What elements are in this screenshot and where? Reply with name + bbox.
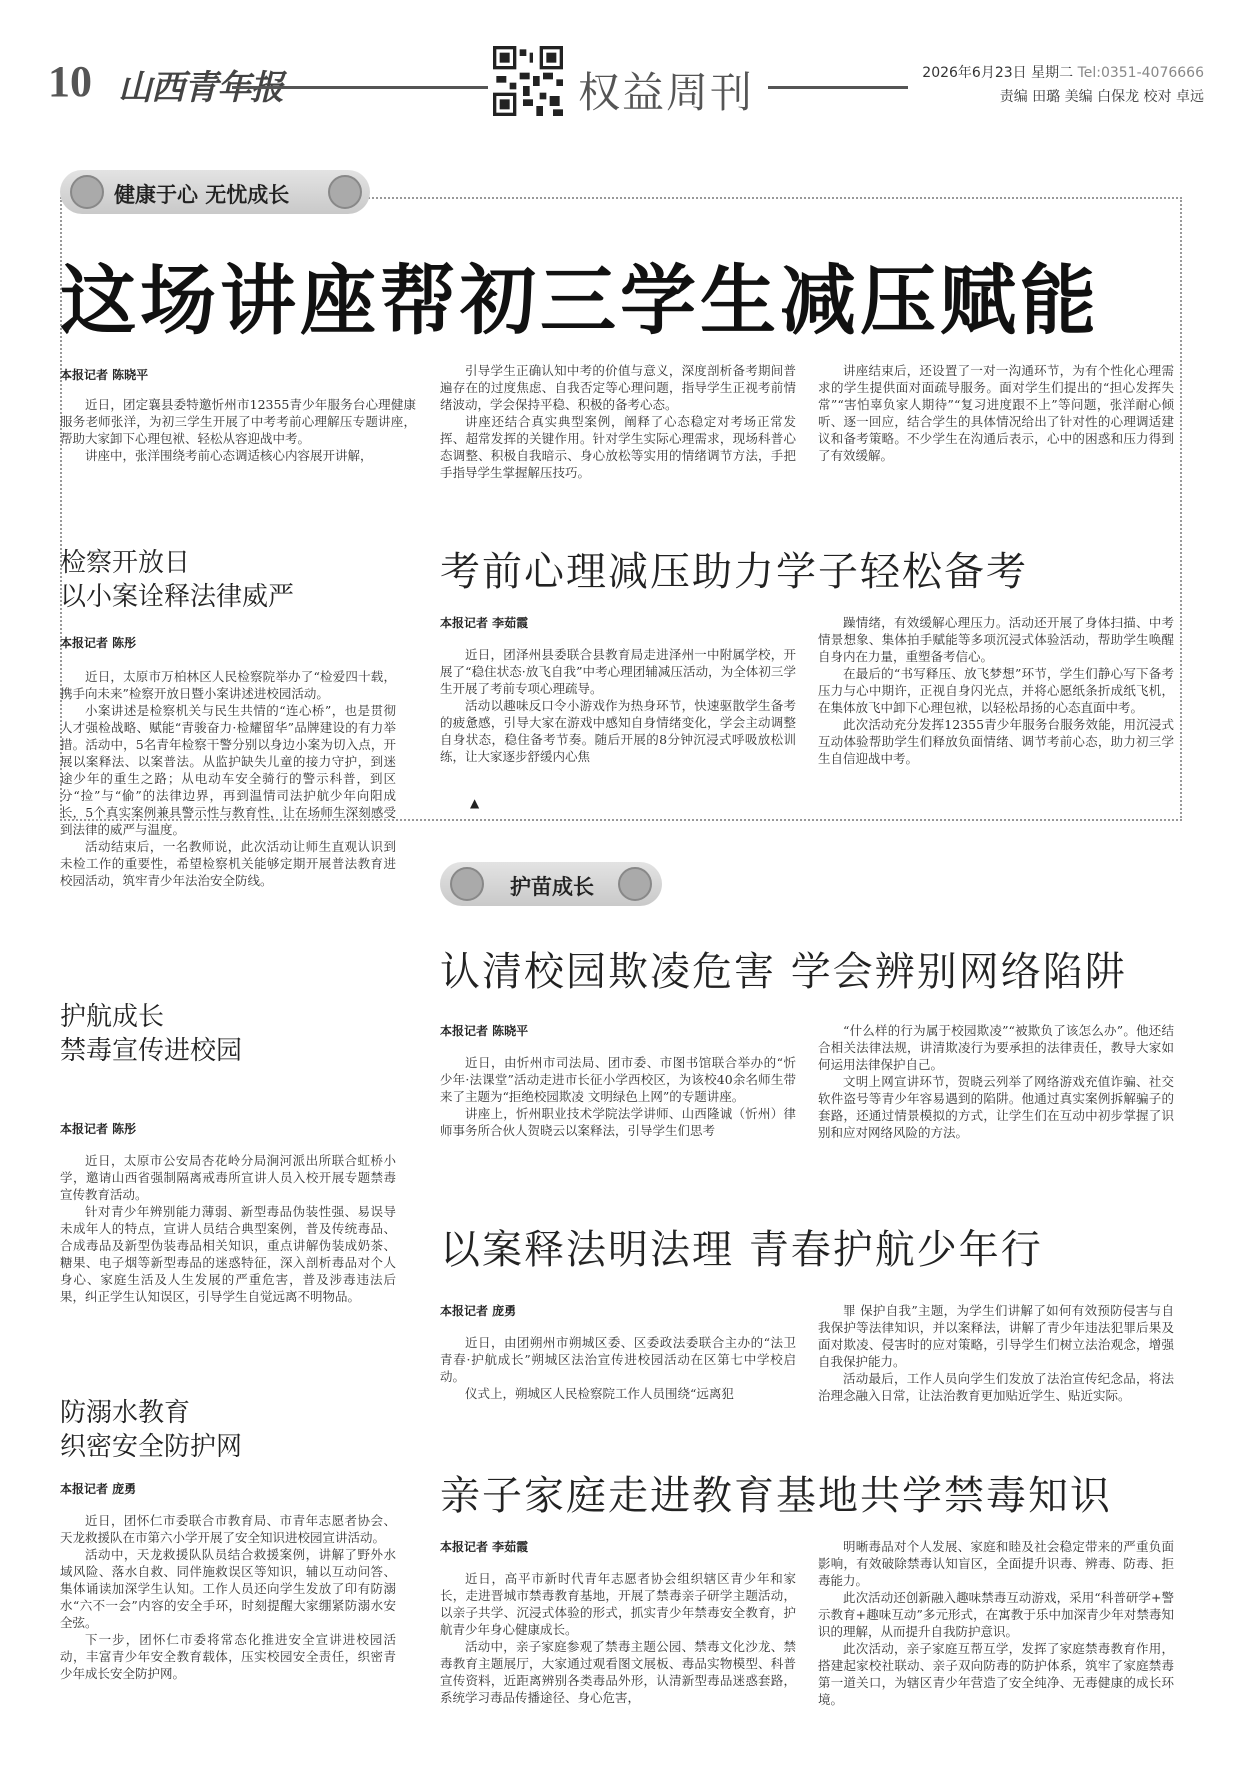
banner-label: 健康于心 无忧成长 xyxy=(114,183,290,207)
headline-line: 禁毒宣传进校园 xyxy=(60,1036,243,1066)
mascot-icon xyxy=(618,867,652,901)
paragraph: 近日，由团朔州市朔城区委、区委政法委联合主办的“法卫青春·护航成长”朔城区法治宣传进校园活动在区第七中学校启动。 xyxy=(440,1335,796,1384)
family-headline: 亲子家庭走进教育基地共学禁毒知识 xyxy=(440,1473,1112,1519)
law-case-byline: 本报记者 庞勇 xyxy=(440,1304,517,1318)
paragraph: 此次活动，亲子家庭互帮互学，发挥了家庭禁毒教育作用，搭建起家校社联动、亲子双向防毒的防护体系，筑牢了家庭禁毒第一道关口，为辖区青少年营造了安全纯净、无毒健康的成长环境。 xyxy=(818,1641,1174,1707)
paragraph: 讲座中，张洋围绕考前心态调适核心内容展开讲解， xyxy=(85,448,373,463)
procuratorate-body xyxy=(60,668,396,960)
qr-code-icon xyxy=(493,46,563,116)
paragraph: 近日，由忻州市司法局、团市委、市图书馆联合举办的“忻少年·法课堂”活动走进市长征小学西校区，为该校40余名师生带来了主题为“拒绝校园欺凌 文明绿色上网”的专题讲座。 xyxy=(440,1055,796,1104)
exam-headline: 考前心理减压助力学子轻松备考 xyxy=(440,549,1028,595)
mascot-icon xyxy=(70,175,104,209)
paragraph: 针对青少年辨别能力薄弱、新型毒品伪装性强、易误导未成年人的特点，宣讲人员结合典型案例，普及传统毒品、合成毒品及新型伪装毒品相关知识，重点讲解伪装成奶茶、糖果、电子烟等新型毒品的迷惑特征，深入剖析毒品对个人身心、家庭生活及人生发展的严重危害，普及涉毒违法后果，纠正学生认知误区，引导学生自觉远离不明物品。 xyxy=(60,1204,396,1304)
procuratorate-headline xyxy=(60,546,294,614)
headline-line: 护航成长 xyxy=(60,1002,165,1032)
paragraph: 引导学生正确认知中考的价值与意义，深度剖析备考期间普遍存在的过度焦虑、自我否定等心理问题，指导学生正视考前情绪波动，学会保持平稳、积极的备考心态。 xyxy=(440,363,796,412)
banner-label: 护苗成长 xyxy=(510,875,594,899)
mascot-icon xyxy=(328,175,362,209)
mascot-icon xyxy=(450,867,484,901)
column-banner-health xyxy=(60,170,370,214)
paragraph: “什么样的行为属于校园欺凌”“被欺负了该怎么办”。他还结合相关法律法规，讲清欺凌行为要承担的法律责任，教导大家如何运用法律保护自己。 xyxy=(818,1023,1174,1072)
lead-byline: 本报记者 陈晓平 xyxy=(60,368,149,382)
paragraph: 近日，太原市万柏林区人民检察院举办了“检爱四十载，携手向未来”检察开放日暨小案讲述进校园活动。 xyxy=(60,669,396,701)
paragraph: 下一步，团怀仁市委将常态化推进安全宣讲进校园活动，丰富青少年安全教育载体，压实校园安全责任，织密青少年成长安全防护网。 xyxy=(60,1632,396,1681)
lead-column-3 xyxy=(818,362,1174,502)
drowning-byline: 本报记者 庞勇 xyxy=(60,1482,137,1496)
paragraph: 近日，太原市公安局杏花岭分局涧河派出所联合虹桥小学，邀请山西省强制隔离戒毒所宣讲人员入校开展专题禁毒宣传教育活动。 xyxy=(60,1153,396,1202)
editor-credits: 责编 田璐 美编 白保龙 校对 卓远 xyxy=(999,89,1204,105)
dateline xyxy=(904,62,1204,82)
bullying-byline: 本报记者 陈晓平 xyxy=(440,1024,529,1038)
paragraph: 活动最后，工作人员向学生们发放了法治宣传纪念品，将法治理念融入日常，让法治教育更加贴近学生、贴近实际。 xyxy=(818,1371,1174,1403)
procuratorate-byline: 本报记者 陈彤 xyxy=(60,636,137,650)
paper-logo: 山西青年报 xyxy=(118,68,283,108)
paragraph: 讲座结束后，还设置了一对一沟通环节，为有个性化心理需求的学生提供面对面疏导服务。面对学生们提出的“担心发挥失常”“害怕辜负家人期待”“复习进度跟不上”等问题，张洋耐心倾听、逐一回应，结合学生的具体情况给出了针对性的心理调适建议和备考策略。不少学生在沟通后表示，心中的困惑和压力得到了有效缓解。 xyxy=(818,363,1174,463)
paragraph: 活动结束后，一名教师说，此次活动让师生直观认识到未检工作的重要性，希望检察机关能够定期开展普法教育进校园活动，筑牢青少年法治安全防线。 xyxy=(60,839,396,888)
masthead-rule-left xyxy=(232,86,488,89)
lead-column-2 xyxy=(440,362,796,502)
drugs-headline xyxy=(60,1000,242,1068)
headline-line: 织密安全防护网 xyxy=(60,1432,243,1462)
drugs-byline: 本报记者 陈彤 xyxy=(60,1122,137,1136)
paragraph: 躁情绪，有效缓解心理压力。活动还开展了身体扫描、中考情景想象、集体拍手赋能等多项沉浸式体验活动，帮助学生唤醒自身内在力量，重塑备考信心。 xyxy=(818,615,1174,664)
exam-column-1 xyxy=(440,646,796,792)
phone-number: Tel:0351-4076666 xyxy=(1077,65,1204,81)
paragraph: 讲座还结合真实典型案例，阐释了心态稳定对考场正常发挥、超常发挥的关键作用。针对学生实际心理需求，现场科普心态调整、积极自我暗示、身心放松等实用的情绪调节方法，手把手指导学生掌握解压技巧。 xyxy=(440,414,796,480)
paragraph: 仪式上，朔城区人民检察院工作人员围绕“远离犯 xyxy=(465,1386,734,1401)
headline-line: 防溺水教育 xyxy=(60,1398,191,1428)
paragraph: 讲座上，忻州职业技术学院法学讲师、山西隆诚（忻州）律师事务所合伙人贺晓云以案释法，引导学生们思考 xyxy=(440,1106,796,1138)
masthead-rule-right xyxy=(768,86,908,89)
paragraph: 文明上网宣讲环节，贺晓云列举了网络游戏充值诈骗、社交软件盗号等青少年容易遇到的陷阱。他通过真实案例拆解骗子的套路，还通过情景模拟的方式，让学生们在互动中初步掌握了识别和应对网络风险的方法。 xyxy=(818,1074,1174,1140)
continue-arrow-icon: ▲ xyxy=(470,796,480,810)
paragraph: 小案讲述是检察机关与民生共情的“连心桥”，也是贯彻人才强检战略、赋能“青骏奋力·检耀留华”品牌建设的有力举措。活动中，5名青年检察干警分别以身边小案为切入点，开展以案释法、以案普法。从监护缺失儿童的接力守护，到迷途少年的重生之路；从电动车安全骑行的警示科普，到区分“捡”与“偷”的法律边界，再到温情司法护航少年向阳成长，5个真实案例兼具警示性与教育性，让在场师生深刻感受到法律的威严与温度。 xyxy=(60,703,396,837)
column-banner-protect xyxy=(440,862,662,906)
drugs-body xyxy=(60,1152,396,1368)
page-number: 10 xyxy=(48,57,92,106)
bullying-column-1 xyxy=(440,1054,796,1170)
paragraph: 明晰毒品对个人发展、家庭和睦及社会稳定带来的严重负面影响，有效破除禁毒认知盲区，全面提升识毒、辨毒、防毒、拒毒能力。 xyxy=(818,1539,1174,1588)
section-title: 权益周刊 xyxy=(578,68,755,117)
headline-line: 检察开放日 xyxy=(60,548,191,578)
paragraph: 活动以趣味反口令小游戏作为热身环节，快速驱散学生备考的疲惫感，引导大家在游戏中感知自身情绪变化，学会主动调整自身状态，稳住备考节奏。随后开展的8分钟沉浸式呼吸放松训练，让大家逐步舒缓内心焦 xyxy=(440,698,796,764)
exam-column-2 xyxy=(818,614,1174,792)
drowning-headline xyxy=(60,1396,242,1464)
headline-line: 以小案诠释法律威严 xyxy=(60,582,295,612)
paragraph: 近日，团怀仁市委联合市教育局、市青年志愿者协会、天龙救援队在市第六小学开展了安全知识进校园宣讲活动。 xyxy=(60,1513,396,1545)
family-byline: 本报记者 李茹霞 xyxy=(440,1540,529,1554)
family-column-1 xyxy=(440,1570,796,1748)
law-case-headline: 以案释法明法理 青春护航少年行 xyxy=(440,1227,1043,1273)
law-case-column-2 xyxy=(818,1302,1174,1430)
law-case-column-1 xyxy=(440,1334,796,1430)
paragraph: 近日，团定襄县委特邀忻州市12355青少年服务台心理健康服务老师张洋，为初三学生开展了中考考前心理解压专题讲座，帮助大家卸下心理包袱、轻松从容迎战中考。 xyxy=(60,397,416,446)
paragraph: 在最后的“书写释压、放飞梦想”环节，学生们静心写下备考压力与心中期许，正视自身闪光点，并将心愿纸条折成纸飞机，在集体放飞中卸下心理包袱，以轻松昂扬的心态直面中考。 xyxy=(818,666,1174,715)
family-column-2 xyxy=(818,1538,1174,1748)
paragraph: 此次活动充分发挥12355青少年服务台服务效能，用沉浸式互动体验帮助学生们释放负面情绪、调节考前心态，助力初三学生自信迎战中考。 xyxy=(818,717,1174,766)
issue-date: 2026年6月23日 星期二 xyxy=(922,65,1074,81)
bullying-headline: 认清校园欺凌危害 学会辨别网络陷阱 xyxy=(440,949,1127,995)
paragraph: 活动中，亲子家庭参观了禁毒主题公园、禁毒文化沙龙、禁毒教育主题展厅，大家通过观看图文展板、毒品实物模型、科普宣传资料，近距离辨别各类毒品外形，认清新型毒品迷惑套路，系统学习毒品传播途径、身心危害， xyxy=(440,1639,796,1705)
drowning-body xyxy=(60,1512,396,1738)
exam-byline: 本报记者 李茹霞 xyxy=(440,616,529,630)
paragraph: 罪 保护自我”主题，为学生们讲解了如何有效预防侵害与自我保护等法律知识，并以案释法，讲解了青少年违法犯罪后果及面对欺凌、侵害时的应对策略，引导学生们树立法治观念，增强自我保护能力。 xyxy=(818,1303,1174,1369)
paragraph: 活动中，天龙救援队队员结合救援案例，讲解了野外水域风险、落水自救、同伴施救误区等知识，辅以互动问答、集体诵读加深学生认知。工作人员还向学生发放了印有防溺水“六不一会”内容的安全手环，时刻提醒大家绷紧防溺水安全弦。 xyxy=(60,1547,396,1630)
lead-column-1 xyxy=(60,396,416,508)
paragraph: 近日，团泽州县委联合县教育局走进泽州一中附属学校，开展了“稳住状态·放飞自我”中考心理团辅减压活动，为全体初三学生开展了考前专项心理疏导。 xyxy=(440,647,796,696)
lead-headline: 这场讲座帮初三学生减压赋能 xyxy=(60,256,1100,345)
paragraph: 此次活动还创新融入趣味禁毒互动游戏，采用“科普研学+警示教育+趣味互动”多元形式，在寓教于乐中加深青少年对禁毒知识的理解，从而提升自我防护意识。 xyxy=(818,1590,1174,1639)
bullying-column-2 xyxy=(818,1022,1174,1168)
paragraph: 近日，高平市新时代青年志愿者协会组织辖区青少年和家长，走进晋城市禁毒教育基地，开展了禁毒亲子研学主题活动，以亲子共学、沉浸式体验的形式，抓实青少年禁毒安全教育，护航青少年身心健康成长。 xyxy=(440,1571,796,1637)
